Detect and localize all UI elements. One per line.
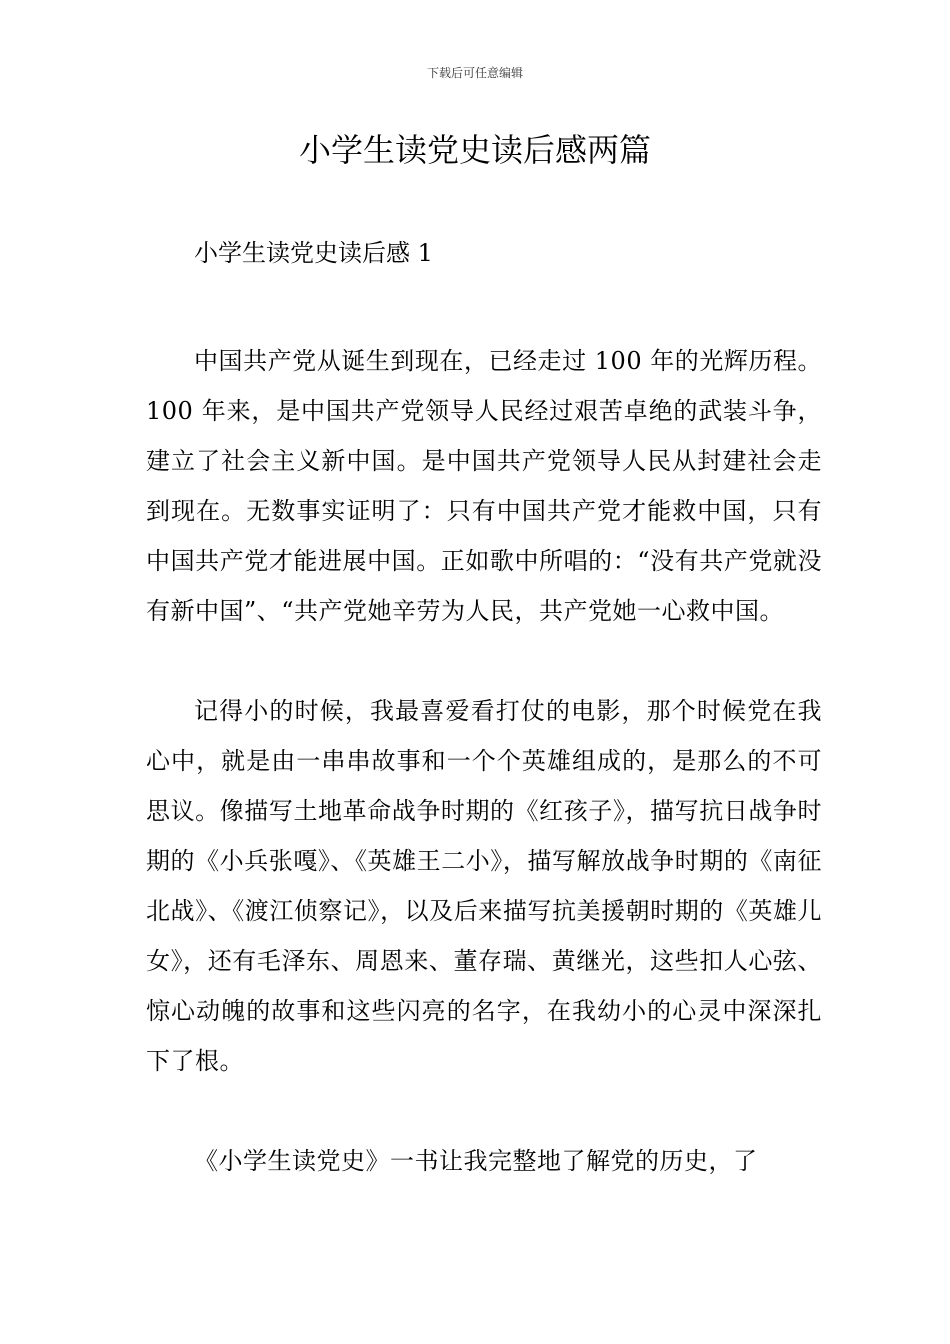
- document-title: 小学生读党史读后感两篇: [298, 131, 651, 169]
- paragraph-3: 《小学生读党史》一书让我完整地了解党的历史，了: [194, 1147, 758, 1175]
- section-title: 小学生读党史读后感 1: [194, 239, 433, 267]
- paragraph-2: 记得小的时候，我最喜爱看打仗的电影，那个时候党在我心中，就是由一串串故事和一个个英雄组成的，是那么的不可思议。像描写土地革命战争时期的《红孩子》，描写抗日战争时期的《小兵张嘎》、《英雄王二小》，描写解放战争时期的《南征北战》、《渡江侦察记》，以及后来描写抗美援朝时期的《英雄儿女》，还有毛泽东、周恩来、董存瑞、黄继光，这些扣人心弦、惊心动魄的故事和这些闪亮的名字，在我幼小的心灵中深深扎下了根。: [146, 697, 822, 1075]
- paragraph-1: 中国共产党从诞生到现在，已经走过 100 年的光辉历程。100 年来，是中国共产党领导人民经过艰苦卓绝的武装斗争，建立了社会主义新中国。是中国共产党领导人民从封建社会走到现在。无数事实证明了：只有中国共产党才能救中国，只有中国共产党才能进展中国。正如歌中所唱的：“没有共产党就没有新中国”、“共产党她辛劳为人民，共产党她一心救中国。: [146, 347, 822, 625]
- paragraph-spacer: [146, 636, 822, 686]
- paragraph-spacer: [146, 1086, 822, 1136]
- document-body: [146, 228, 822, 1186]
- paragraph-spacer: [146, 278, 822, 336]
- header-note: 下载后可任意编辑: [426, 66, 523, 80]
